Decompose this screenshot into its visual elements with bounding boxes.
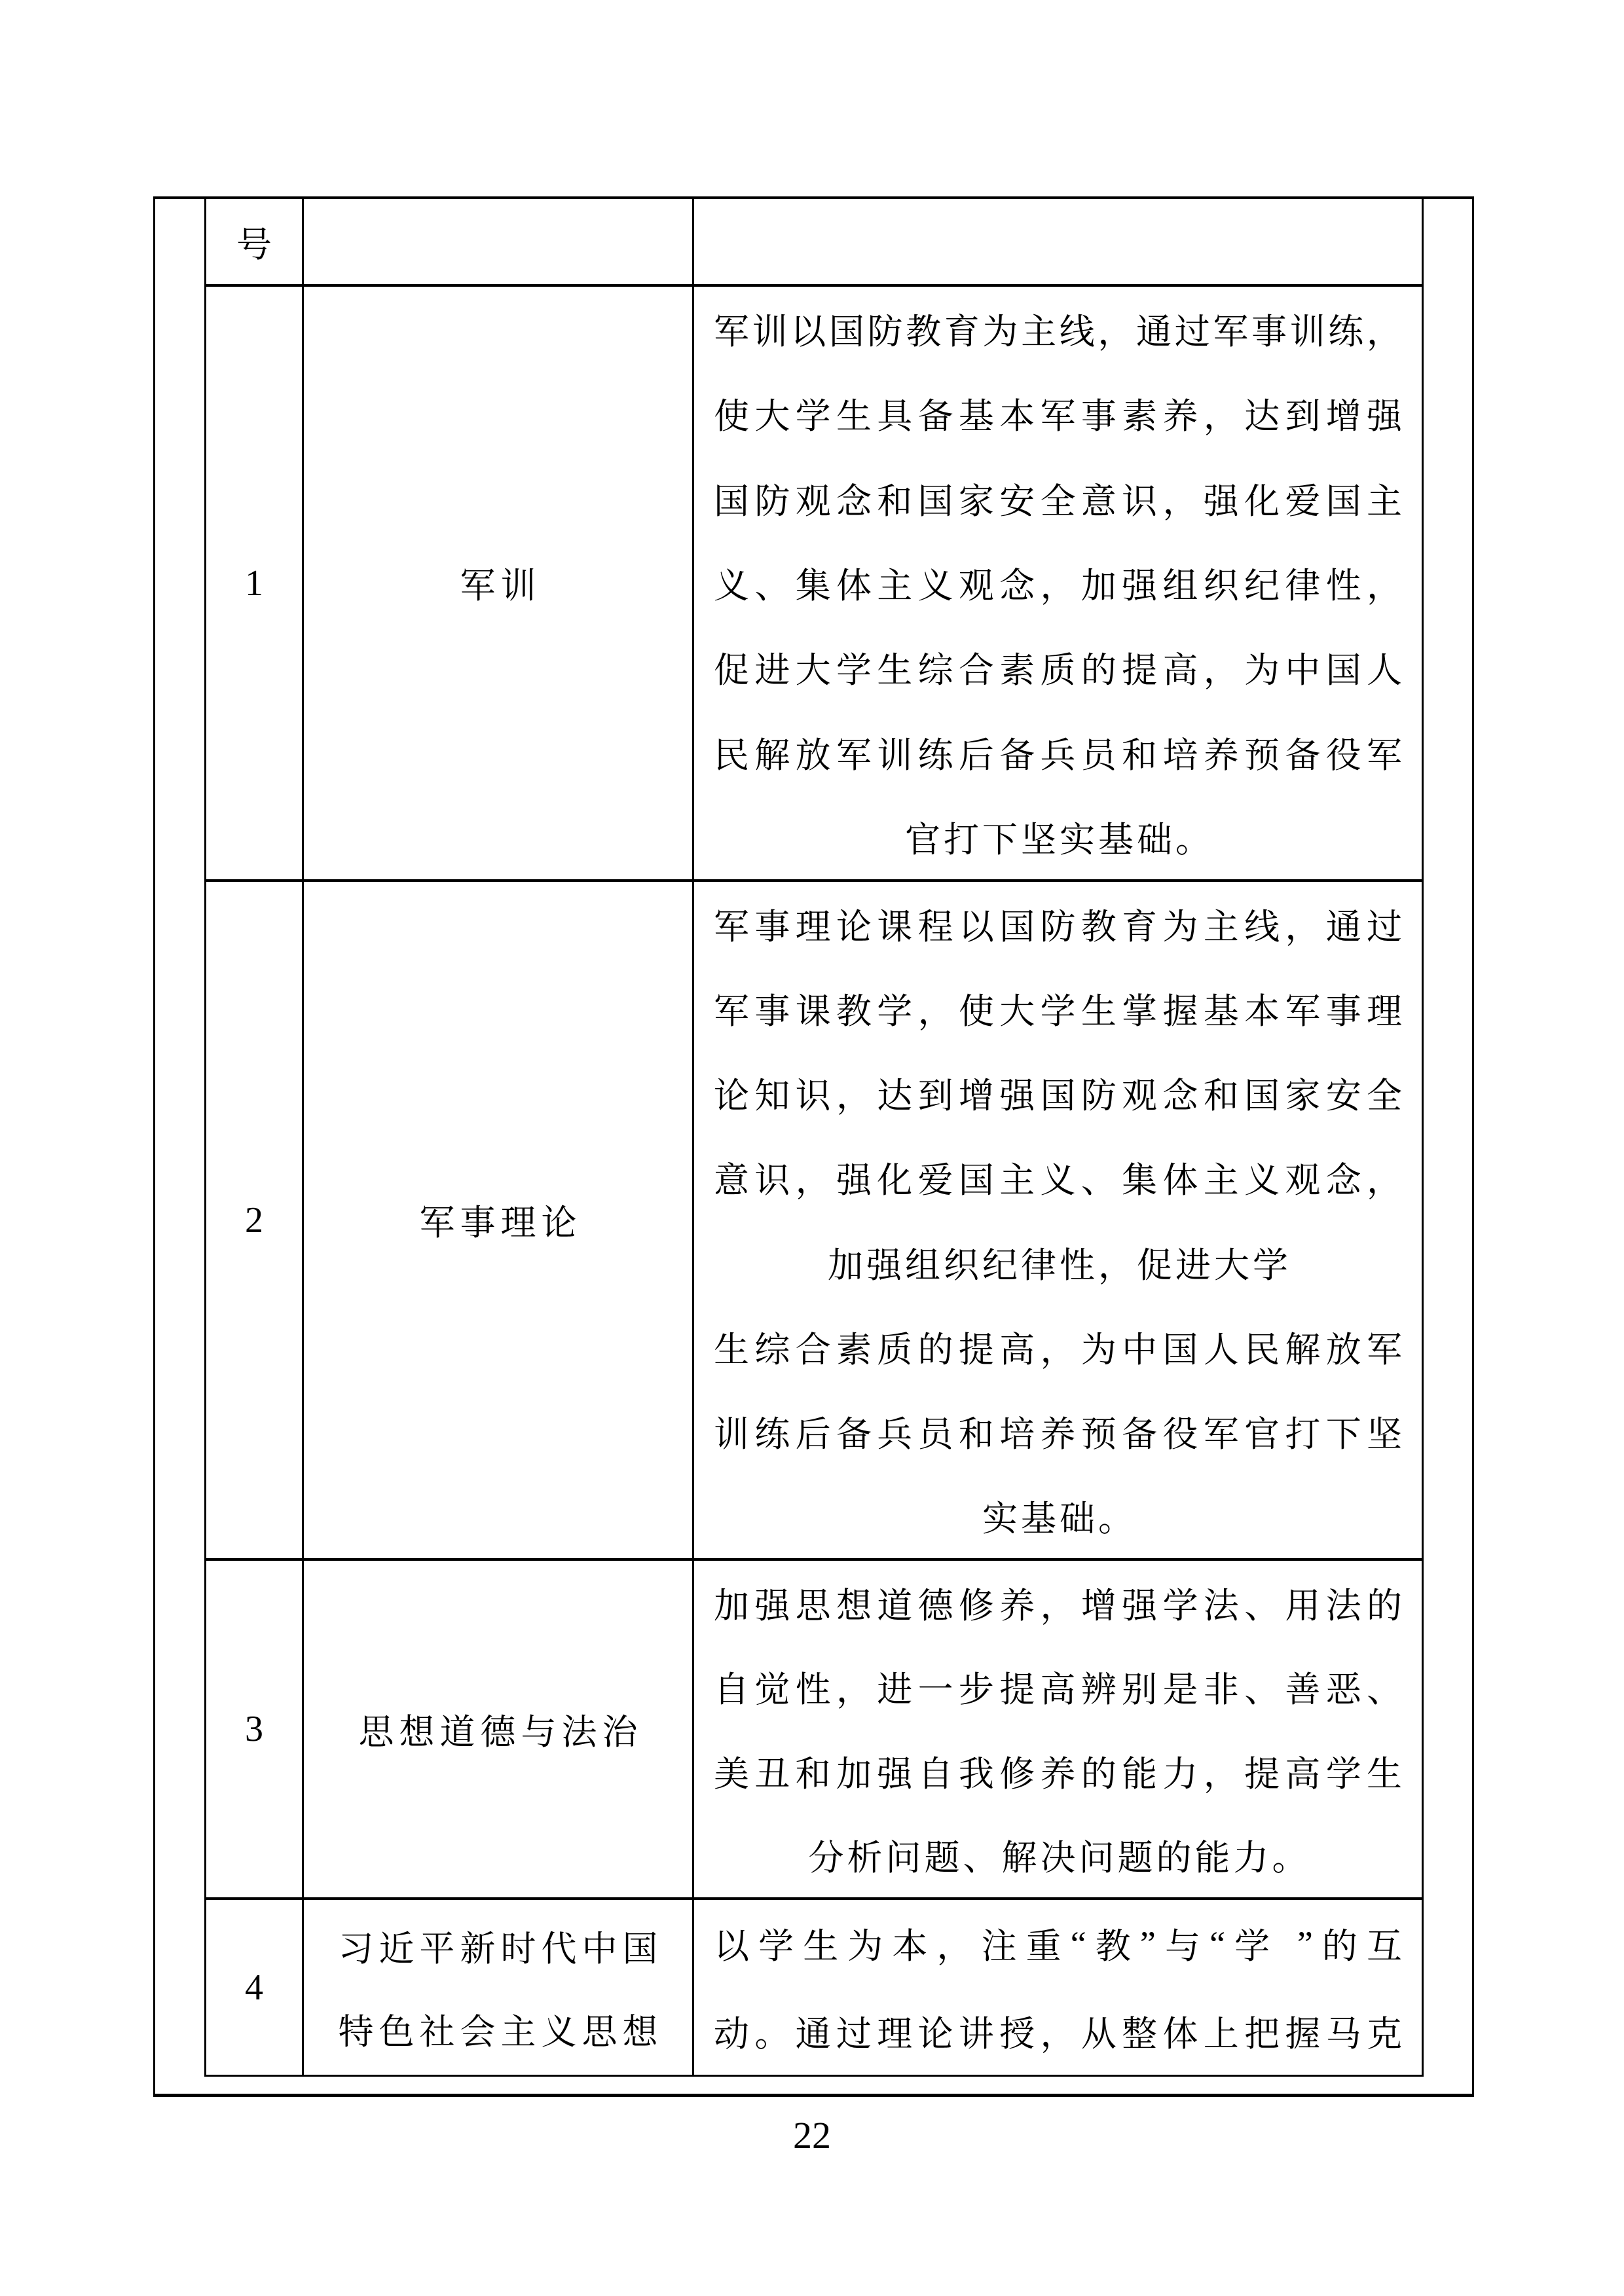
description-line: 实 基 础 。 bbox=[982, 1499, 1134, 1539]
description-line: 使 大 学 生 具 备 基 本 军 事 素 养 ， 达 到 增 强 bbox=[714, 397, 1402, 437]
description-line: 分 析 问 题 、 解 决 问 题 的 能 力 。 bbox=[808, 1838, 1308, 1878]
description-line: 军 训 以 国 防 教 育 为 主 线 ， 通 过 军 事 训 练 ， bbox=[714, 312, 1402, 352]
description-line: 以 学 生 为 本 ， 注 重 “ 教 ” 与 “ 学 ” 的 互 bbox=[714, 1923, 1402, 1967]
course-description-cell bbox=[694, 287, 1422, 879]
row-number-cell: 1 bbox=[206, 287, 304, 879]
row-number-cell: 4 bbox=[206, 1900, 304, 2075]
description-line: 民 解 放 军 训 练 后 备 兵 员 和 培 养 预 备 役 军 bbox=[714, 735, 1402, 775]
course-name-cell bbox=[304, 882, 694, 1558]
description-line: 美 丑 和 加 强 自 我 修 养 的 能 力 ， 提 高 学 生 bbox=[714, 1754, 1402, 1794]
description-line: 动 。 通 过 理 论 讲 授 ， 从 整 体 上 把 握 马 克 bbox=[714, 2014, 1402, 2054]
header-cell-course bbox=[304, 199, 694, 284]
description-line: 生 综 合 素 质 的 提 高 ， 为 中 国 人 民 解 放 军 bbox=[714, 1330, 1402, 1370]
course-name-cell bbox=[304, 1561, 694, 1897]
course-name-line: 思 想 道 德 与 法 治 bbox=[358, 1712, 638, 1752]
course-name-line: 军 训 bbox=[460, 566, 536, 606]
table-row bbox=[206, 879, 1422, 1558]
course-name-cell bbox=[304, 1900, 694, 2075]
course-table bbox=[204, 196, 1424, 2077]
description-line: 自 觉 性 ， 进 一 步 提 高 辨 别 是 非 、 善 恶 、 bbox=[714, 1670, 1402, 1710]
table-row bbox=[206, 1558, 1422, 1897]
description-line: 加 强 组 织 纪 律 性 ， 促 进 大 学 bbox=[828, 1245, 1288, 1285]
course-name-cell bbox=[304, 287, 694, 879]
course-description-cell bbox=[694, 1561, 1422, 1897]
table-row bbox=[206, 1897, 1422, 2075]
course-name-line: 习 近 平 新 时 代 中 国 bbox=[338, 1929, 658, 1969]
table-header-row bbox=[206, 199, 1422, 284]
header-cell-description bbox=[694, 199, 1422, 284]
description-line: 国 防 观 念 和 国 家 安 全 意 识 ， 强 化 爱 国 主 bbox=[714, 481, 1402, 521]
description-line: 军 事 理 论 课 程 以 国 防 教 育 为 主 线 ， 通 过 bbox=[714, 907, 1402, 947]
row-number-cell: 2 bbox=[206, 882, 304, 1558]
course-description-cell bbox=[694, 1900, 1422, 2075]
course-name-line: 特 色 社 会 主 义 思 想 bbox=[338, 2012, 658, 2052]
table-row bbox=[206, 284, 1422, 879]
course-name-line: 军 事 理 论 bbox=[419, 1203, 577, 1243]
description-line: 意 识 ， 强 化 爱 国 主 义 、 集 体 主 义 观 念 ， bbox=[714, 1161, 1402, 1201]
description-line: 促 进 大 学 生 综 合 素 质 的 提 高 ， 为 中 国 人 bbox=[714, 651, 1402, 691]
description-line: 加 强 思 想 道 德 修 养 ， 增 强 学 法 、 用 法 的 bbox=[714, 1586, 1402, 1626]
course-description-cell bbox=[694, 882, 1422, 1558]
row-number-cell: 3 bbox=[206, 1561, 304, 1897]
description-line: 军 事 课 教 学 ， 使 大 学 生 掌 握 基 本 军 事 理 bbox=[714, 992, 1402, 1032]
description-line: 官 打 下 坚 实 基 础 。 bbox=[905, 820, 1211, 860]
header-cell-number: 号 bbox=[206, 199, 304, 284]
description-line: 义 、 集 体 主 义 观 念 ， 加 强 组 织 纪 律 性 ， bbox=[714, 566, 1402, 606]
description-line: 论 知 识 ， 达 到 增 强 国 防 观 念 和 国 家 安 全 bbox=[714, 1076, 1402, 1116]
page-number: 22 bbox=[793, 2114, 831, 2157]
description-line: 训 练 后 备 兵 员 和 培 养 预 备 役 军 官 打 下 坚 bbox=[714, 1414, 1402, 1454]
